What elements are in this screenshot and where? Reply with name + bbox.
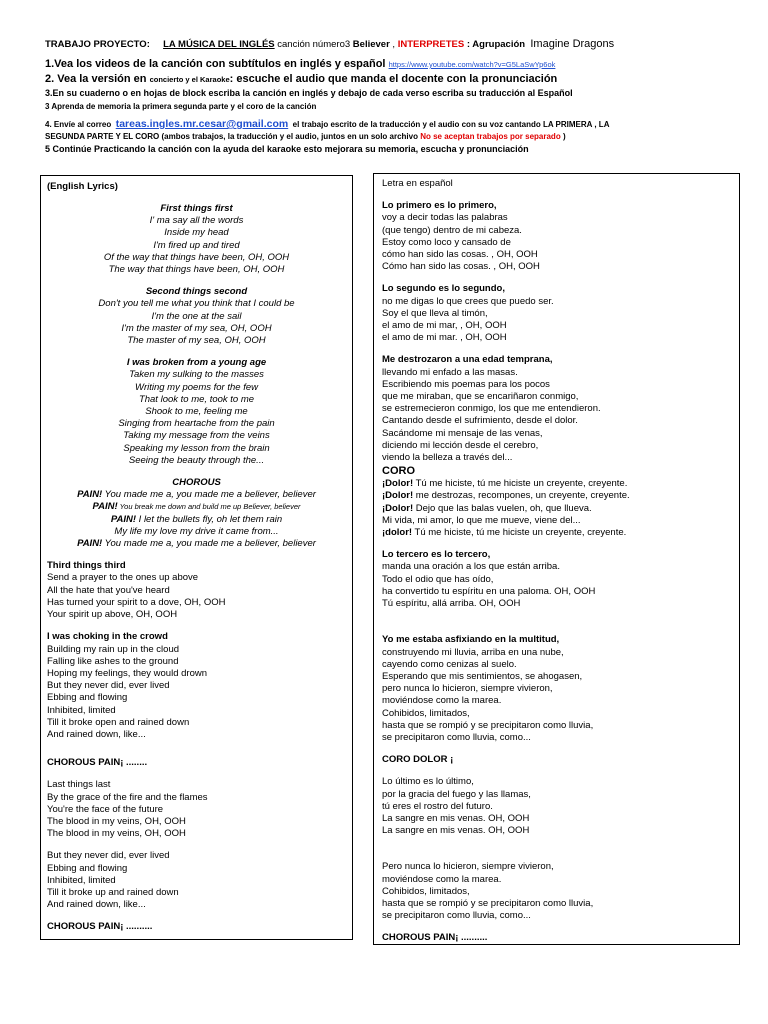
lyric-line: La sangre en mis venas. OH, OOH <box>382 812 530 824</box>
project-label: TRABAJO PROYECTO: <box>45 39 150 50</box>
lyric-line: The blood in my veins, OH, OOH <box>47 828 186 840</box>
es-coro <box>382 464 731 539</box>
youtube-link[interactable]: https://www.youtube.com/watch?v=G5LaSwYp6ok <box>388 60 556 69</box>
lyric-line: manda una oración a los que están arriba. <box>382 561 560 573</box>
lyric-line: que me miraban, que se encariñaron conmigo, <box>382 391 579 403</box>
en-stanza-6 <box>47 779 346 840</box>
lyric-line: Has turned your spirit to a dove, OH, OOH <box>47 596 226 608</box>
lyric-line: Last things last <box>47 779 111 791</box>
lyric-line: All the hate that you've heard <box>47 584 170 596</box>
header-line-6 <box>45 118 735 131</box>
lyric-line: Ebbing and flowing <box>47 862 128 874</box>
lyric-line: Estoy como loco y cansado de <box>382 236 511 248</box>
es-stanza-3 <box>382 354 731 464</box>
lyric-line: The master of my sea, OH, OOH <box>127 335 266 347</box>
lyric-line: Till it broke open and rained down <box>47 716 190 728</box>
band-name: Imagine Dragons <box>530 38 615 50</box>
song-number: canción número3 <box>277 39 351 50</box>
lyric-line: llevando mi enfado a las masas. <box>382 366 518 378</box>
lyric-line: tú eres el rostro del futuro. <box>382 800 493 812</box>
lyric-line: You break me down and build me up Believer, believer <box>117 502 301 512</box>
lyric-line: Dejo que las balas vuelen, oh, que llueva. <box>413 502 592 514</box>
lyric-line: You made me a, you made me a believer, believer <box>102 538 316 550</box>
lyric-line: But they never did, ever lived <box>47 850 170 862</box>
es-stanza-6 <box>382 776 731 837</box>
en-stanza-5 <box>47 631 346 741</box>
lyric-line: Lo tercero es lo tercero, <box>382 549 491 561</box>
lyric-line: Inhibited, limited <box>47 874 116 886</box>
lyric-line: That look to me, took to me <box>138 393 255 405</box>
lyric-line: voy a decir todas las palabras <box>382 212 508 224</box>
agrupacion-label: : Agrupación <box>466 39 526 50</box>
en-chorus-2 <box>47 757 346 769</box>
lyric-line: Of the way that things have been, OH, OOH <box>103 251 290 263</box>
lyric-line: no me digas lo que crees que puedo ser. <box>382 295 554 307</box>
lyric-line: hasta que se rompió y se precipitaron como lluvia, <box>382 897 594 909</box>
lyric-line: I'm the one at the sail <box>151 310 242 322</box>
spanish-caption: Letra en español <box>382 178 453 189</box>
lyric-line: el amo de mi mar, , OH, OOH <box>382 320 507 332</box>
lyric-line: Pero nunca lo hicieron, siempre vivieron, <box>382 861 554 873</box>
lyric-line: Cohibidos, limitados, <box>382 707 470 719</box>
lyric-line: Inhibited, limited <box>47 704 116 716</box>
lyric-line: Seeing the beauty through the... <box>128 454 265 466</box>
dolor-word: ¡Dolor! <box>382 490 414 502</box>
lyric-line: moviéndose como la marea. <box>382 873 502 885</box>
lyric-line: Esperando que mis sentimientos, se ahogasen, <box>382 670 583 682</box>
interpretes-label: INTERPRETES <box>397 39 465 50</box>
lyric-line: You're the face of the future <box>47 803 164 815</box>
lyric-line: ha convertido tu espíritu en una paloma. OH, OOH <box>382 585 596 597</box>
song-title: Believer <box>352 39 390 50</box>
lyric-line: My life my love my drive it came from... <box>114 525 279 537</box>
header-line-3 <box>45 72 735 87</box>
separator: , <box>392 39 396 50</box>
lyric-line: I was choking in the crowd <box>47 631 168 643</box>
chorus-ref: CHOROUS PAIN¡ ........ <box>47 757 148 769</box>
step-2-text: 2. Vea la versión en <box>45 73 147 85</box>
lyric-line: By the grace of the fire and the flames <box>47 791 208 803</box>
es-stanza-2 <box>382 283 731 344</box>
lyric-line: moviéndose como la marea. <box>382 695 502 707</box>
lyric-line: Third things third <box>47 560 126 572</box>
step-2-version: concierto y el Karaoke <box>149 75 230 84</box>
lyric-line: se estremecieron conmigo, los que me entendieron. <box>382 403 601 415</box>
lyric-line: (que tengo) dentro de mi cabeza. <box>382 224 522 236</box>
pain-word: PAIN! <box>110 513 137 525</box>
header-line-4: 3.En su cuaderno o en hojas de block escriba la canción en inglés y debajo de cada verso escriba su traducción al Español <box>45 88 573 98</box>
step-4-note: (ambos trabajos, la traducción y el audio, juntos en un solo archivo <box>161 132 418 141</box>
lyric-line: Inside my head <box>164 227 229 239</box>
lyric-line: I let the bullets fly, oh let them rain <box>136 513 283 525</box>
lyric-line: Cohibidos, limitados, <box>382 885 470 897</box>
lyric-line: I was broken from a young age <box>126 357 267 369</box>
step-4-parts: SEGUNDA PARTE Y EL CORO <box>45 132 160 141</box>
step-2-rest: : escuche el audio que manda el docente con la pronunciación <box>229 73 558 85</box>
pain-word: PAIN! <box>77 489 103 501</box>
chorus-ref: CHOROUS PAIN¡ .......... <box>47 921 153 933</box>
lyric-line: Shook to me, feeling me <box>145 406 248 418</box>
coro-title: CORO <box>382 465 415 478</box>
en-stanza-1 <box>47 203 346 276</box>
lyric-line: pero nunca lo hicieron, siempre vivieron, <box>382 683 553 695</box>
en-chorus-3 <box>47 921 346 933</box>
step-4-rest: el trabajo escrito de la traducción y el audio con su voz cantando LA PRIMERA , LA <box>292 120 610 129</box>
dolor-word: ¡Dolor! <box>382 478 414 490</box>
chorus-title: CHOROUS <box>172 477 221 489</box>
lyric-line: But they never did, ever lived <box>47 680 170 692</box>
lyric-line: viendo la belleza a través del... <box>382 452 513 464</box>
lyric-line: Writing my poems for the few <box>134 381 258 393</box>
english-lyrics-box <box>40 175 353 940</box>
english-caption: (English Lyrics) <box>47 181 118 192</box>
pain-word: PAIN! <box>92 501 118 513</box>
lyric-line: Lo primero es lo primero, <box>382 200 497 212</box>
lyric-line: Speaking my lesson from the brain <box>123 442 270 454</box>
lyric-line: Building my rain up in the cloud <box>47 643 180 655</box>
lyric-line: I' ma say all the words <box>149 215 244 227</box>
lyric-line: Ebbing and flowing <box>47 692 128 704</box>
lyric-line: And rained down, like... <box>47 899 146 911</box>
step-1-text: 1.Vea los videos de la canción con subtítulos en inglés y español <box>45 58 386 70</box>
lyric-line: cómo han sido las cosas. , OH, OOH <box>382 249 538 261</box>
lyric-line: se precipitaron como lluvia, como... <box>382 910 531 922</box>
es-coro-2 <box>382 754 731 766</box>
lyric-line: Lo último es lo último, <box>382 776 474 788</box>
lyric-line: You made me a, you made me a believer, believer <box>102 489 316 501</box>
lyric-line: Falling like ashes to the ground <box>47 655 179 667</box>
en-chorus <box>47 477 346 550</box>
lyric-line: The way that things have been, OH, OOH <box>108 264 285 276</box>
lyric-line: se precipitaron como lluvia, como... <box>382 731 531 743</box>
es-chorus-3 <box>382 932 731 944</box>
lyric-line: el amo de mi mar. , OH, OOH <box>382 332 507 344</box>
header-line-8: 5 Continúe Practicando la canción con la ayuda del karaoke esto mejorara su memoria, escucha y pronunciación <box>45 144 529 154</box>
lyric-line: Me destrozaron a una edad temprana, <box>382 354 553 366</box>
lyric-line: La sangre en mis venas. OH, OOH <box>382 825 530 837</box>
lyric-line: Escribiendo mis poemas para los pocos <box>382 378 550 390</box>
lyric-line: Todo el odio que has oído, <box>382 573 494 585</box>
es-stanza-1 <box>382 200 731 273</box>
header-line-2 <box>45 57 735 72</box>
lyric-line: Cantando desde el sufrimiento, desde el dolor. <box>382 415 578 427</box>
lyric-line: Soy el que lleva al timón, <box>382 307 488 319</box>
step-4-warning: No se aceptan trabajos por separado <box>420 132 561 141</box>
instructions-header <box>45 38 735 155</box>
lyric-line: Hoping my feelings, they would drown <box>47 667 208 679</box>
lyric-line: Yo me estaba asfixiando en la multitud, <box>382 634 560 646</box>
lyric-line: Mi vida, mi amor, lo que me mueve, viene del... <box>382 514 581 526</box>
lyric-line: construyendo mi lluvia, arriba en una nube, <box>382 646 564 658</box>
lyric-line: Send a prayer to the ones up above <box>47 572 199 584</box>
es-stanza-4 <box>382 549 731 610</box>
lyric-line: Tú me hiciste, tú me hiciste un creyente, creyente. <box>413 478 628 490</box>
chorus-ref: CHOROUS PAIN¡ .......... <box>382 932 488 944</box>
coro-ref: CORO DOLOR ¡ <box>382 754 454 766</box>
lyric-line: Tú me hiciste, tú me hiciste un creyente, creyente. <box>412 527 627 539</box>
lyric-line: cayendo como cenizas al suelo. <box>382 658 517 670</box>
step-4-text: 4. Envíe al correo <box>45 120 112 129</box>
lyric-line: Till it broke up and rained down <box>47 886 179 898</box>
lyric-line: The blood in my veins, OH, OOH <box>47 815 186 827</box>
lyric-line: Taking my message from the veins <box>123 430 270 442</box>
dolor-word: ¡dolor! <box>382 527 413 539</box>
lyric-line: Singing from heartache from the pain <box>118 418 275 430</box>
lyric-line: Tú espíritu, allá arriba. OH, OOH <box>382 598 521 610</box>
en-stanza-3 <box>47 357 346 467</box>
lyric-line: Lo segundo es lo segundo, <box>382 283 505 295</box>
es-stanza-5 <box>382 634 731 744</box>
header-line-1 <box>45 38 735 51</box>
lyric-line: Taken my sulking to the masses <box>129 369 264 381</box>
lyric-line: Second things second <box>145 286 248 298</box>
lyric-line: Your spirit up above, OH, OOH <box>47 609 178 621</box>
en-stanza-2 <box>47 286 346 347</box>
header-line-7 <box>45 131 735 143</box>
en-stanza-4 <box>47 560 346 621</box>
spanish-lyrics-box <box>373 173 740 945</box>
lyric-line: I'm the master of my sea, OH, OOH <box>121 322 272 334</box>
lyric-line: diciendo mi lección desde el cerebro, <box>382 439 539 451</box>
lyric-line: Don't you tell me what you think that I could be <box>98 298 295 310</box>
en-stanza-7 <box>47 850 346 911</box>
lyric-line: me destrozas, recompones, un creyente, creyente. <box>413 490 630 502</box>
lyric-line: And rained down, like... <box>47 728 146 740</box>
lyric-line: First things first <box>160 203 233 214</box>
dolor-word: ¡Dolor! <box>382 502 414 514</box>
lyric-line: hasta que se rompió y se precipitaron como lluvia, <box>382 719 594 731</box>
step-4-close: ) <box>562 132 566 141</box>
lyric-line: Sacándome mi mensaje de las venas, <box>382 427 543 439</box>
header-line-5: 3 Aprenda de memoria la primera segunda parte y el coro de la canción <box>45 102 317 111</box>
lyric-line: Cómo han sido las cosas. , OH, OOH <box>382 261 540 273</box>
topic-title: LA MÚSICA DEL INGLÉS <box>163 39 275 50</box>
es-stanza-7 <box>382 861 731 922</box>
lyric-line: por la gracia del fuego y las llamas, <box>382 788 531 800</box>
pain-word: PAIN! <box>77 538 103 550</box>
email-link[interactable]: tareas.ingles.mr.cesar@gmail.com <box>115 118 289 130</box>
lyric-line: I'm fired up and tired <box>153 239 240 251</box>
